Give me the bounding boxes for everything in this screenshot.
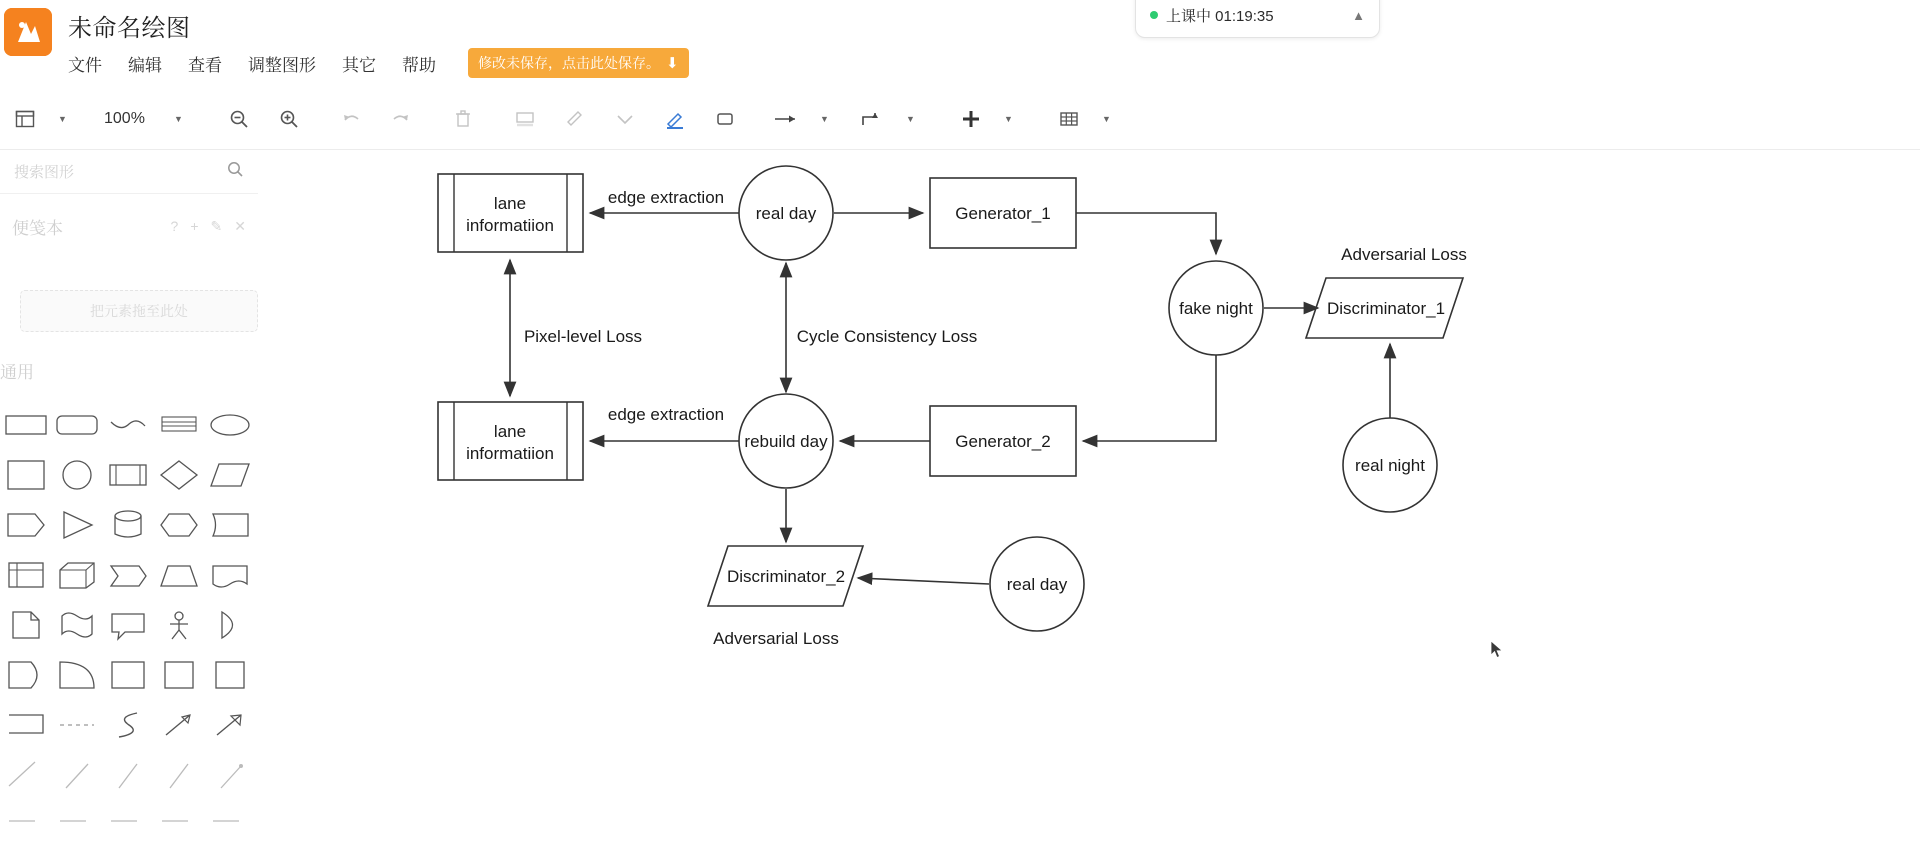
save-notice-label: 修改未保存，点击此处保存。 [478,55,660,71]
zoom-in-icon[interactable] [272,102,306,136]
shape-open-rect[interactable] [0,700,51,750]
shape-pencil-arrow[interactable] [153,700,204,750]
diagram-svg [258,150,1920,859]
shape-line-5[interactable] [204,750,255,800]
shape-ellipse[interactable] [204,400,255,450]
zoom-level-label[interactable]: 100% [104,109,145,127]
node-lane-info-top-label-2: informatiion [466,216,554,235]
shape-hexagon[interactable] [153,500,204,550]
class-status-label: 上课中 01:19:35 [1166,7,1274,25]
shape-step[interactable] [102,550,153,600]
shape-pentagon[interactable] [0,500,51,550]
shape-search-row[interactable] [0,150,258,194]
shape-wave-document[interactable] [204,550,255,600]
scratchpad-title: 便笺本 [12,218,63,238]
edge-generator1-to-fakenight[interactable] [1076,213,1216,254]
shape-dashed-line[interactable] [51,700,102,750]
shape-callout-doc[interactable] [204,500,255,550]
shape-diamond[interactable] [153,450,204,500]
node-real-day-top-label: real day [755,204,817,223]
view-layout-icon[interactable] [8,102,42,136]
pen-icon[interactable] [658,102,692,136]
delete-icon[interactable] [446,102,480,136]
line-color-icon[interactable] [558,102,592,136]
title-bar [0,0,1920,89]
shape-container-box[interactable] [102,650,153,700]
shape-cylinder[interactable] [102,500,153,550]
view-layout-dropdown-caret[interactable]: ▼ [58,113,67,124]
node-fake-night-label: fake night [1179,299,1253,318]
shape-note[interactable] [153,650,204,700]
shape-actor[interactable] [153,600,204,650]
shape-line-7[interactable] [51,800,102,850]
shape-style-icon[interactable] [708,102,742,136]
shape-rounded-rectangle[interactable] [51,400,102,450]
shape-half-circle[interactable] [204,600,255,650]
diagram-canvas[interactable] [258,150,1920,859]
shape-half-rounded[interactable] [0,650,51,700]
save-download-icon: ⬇ [666,54,679,72]
scratchpad-edit-icon[interactable]: ✎ [210,217,223,234]
undo-icon[interactable] [334,102,368,136]
node-lane-info-top[interactable] [438,174,583,252]
shape-process[interactable] [102,450,153,500]
label-pixel-level-loss: Pixel-level Loss [523,327,643,346]
shape-cube[interactable] [51,550,102,600]
node-real-night-label: real night [1355,456,1425,475]
shape-line-1[interactable] [0,750,51,800]
shape-circle[interactable] [51,450,102,500]
shape-line-4[interactable] [153,750,204,800]
menu-arrange[interactable]: 调整图形 [248,55,316,75]
shape-line-9[interactable] [153,800,204,850]
shape-quarter-circle[interactable] [51,650,102,700]
label-cycle-consistency-loss: Cycle Consistency Loss [796,327,978,346]
scratchpad-dropzone[interactable]: 把元素拖至此处 [20,290,258,332]
shape-line-6[interactable] [0,800,51,850]
search-icon[interactable] [226,160,244,183]
label-edge-extraction-bottom: edge extraction [607,405,725,424]
arrow-style-caret[interactable]: ▼ [820,113,829,124]
scratchpad-header [0,206,258,246]
shape-curved-connector[interactable] [102,700,153,750]
shape-line-8[interactable] [102,800,153,850]
label-adversarial-loss-bottom: Adversarial Loss [713,629,839,648]
shape-trapezoid[interactable] [153,550,204,600]
zoom-out-icon[interactable] [222,102,256,136]
node-rebuild-day-label: rebuild day [744,432,828,451]
menu-view[interactable]: 查看 [188,55,222,75]
shape-tape[interactable] [51,600,102,650]
menu-extras[interactable]: 其它 [342,55,376,75]
table-icon[interactable] [1052,102,1086,136]
label-edge-extraction-top: edge extraction [607,188,725,207]
shape-square[interactable] [0,450,51,500]
node-lane-info-bottom-label-1: lane [493,422,527,441]
unsaved-changes-save-button[interactable] [468,48,689,78]
shape-document[interactable] [0,600,51,650]
class-status-pill[interactable] [1135,0,1380,38]
shape-speech-bubble[interactable] [102,600,153,650]
menu-edit[interactable]: 编辑 [128,55,162,75]
zoom-dropdown-caret[interactable]: ▼ [174,113,183,124]
shadow-icon[interactable] [608,102,642,136]
table-caret[interactable]: ▼ [1102,113,1111,124]
shape-rectangle[interactable] [0,400,51,450]
node-generator-2-label: Generator_2 [955,432,1051,451]
menu-bar [66,48,689,78]
node-discriminator-1-label: Discriminator_1 [1326,299,1446,318]
fill-color-icon[interactable] [508,102,542,136]
shape-card[interactable] [204,650,255,700]
label-adversarial-loss-top: Adversarial Loss [1341,245,1467,264]
waypoint-style-caret[interactable]: ▼ [906,113,915,124]
shape-triangle[interactable] [51,500,102,550]
shape-line-3[interactable] [102,750,153,800]
scratchpad-close-icon[interactable]: ✕ [234,217,246,234]
node-lane-info-bottom-label-2: informatiion [466,444,554,463]
mouse-cursor-icon [1490,640,1504,660]
edge-fakenight-to-generator2[interactable] [1083,355,1216,441]
shape-diagonal-arrow[interactable] [204,700,255,750]
shape-grid [0,400,258,850]
node-real-day-bottom-label: real day [1006,575,1068,594]
node-generator-1-label: Generator_1 [955,204,1051,223]
shape-line-2[interactable] [51,750,102,800]
shape-search-input[interactable]: 搜索图形 [14,164,75,181]
insert-caret[interactable]: ▼ [1004,113,1013,124]
shape-line-10[interactable] [204,800,255,850]
insert-icon[interactable] [954,102,988,136]
document-title[interactable]: 未命名绘图 [68,15,191,42]
shape-internal-storage[interactable] [0,550,51,600]
menu-file[interactable]: 文件 [68,55,102,75]
redo-icon[interactable] [384,102,418,136]
shape-scratch-curve[interactable] [102,400,153,450]
scratchpad-help-icon[interactable]: ? [170,218,179,234]
shape-parallelogram[interactable] [204,450,255,500]
app-logo-icon [4,8,52,56]
chevron-up-icon[interactable]: ▲ [1352,7,1365,23]
toolbar [0,88,1920,150]
waypoint-style-icon[interactable] [856,102,890,136]
general-section-title: 通用 [0,363,34,382]
shapes-panel [0,150,259,859]
edge-realday-bottom-to-discriminator2[interactable] [858,578,989,584]
shape-list-box[interactable] [153,400,204,450]
scratchpad-add-icon[interactable]: + [190,218,199,234]
node-lane-info-bottom[interactable] [438,402,583,480]
arrow-style-icon[interactable] [770,102,804,136]
node-lane-info-top-label-1: lane [493,194,527,213]
node-discriminator-2-label: Discriminator_2 [726,567,846,586]
class-status-dot-icon [1150,11,1158,19]
menu-help[interactable]: 帮助 [402,55,436,75]
